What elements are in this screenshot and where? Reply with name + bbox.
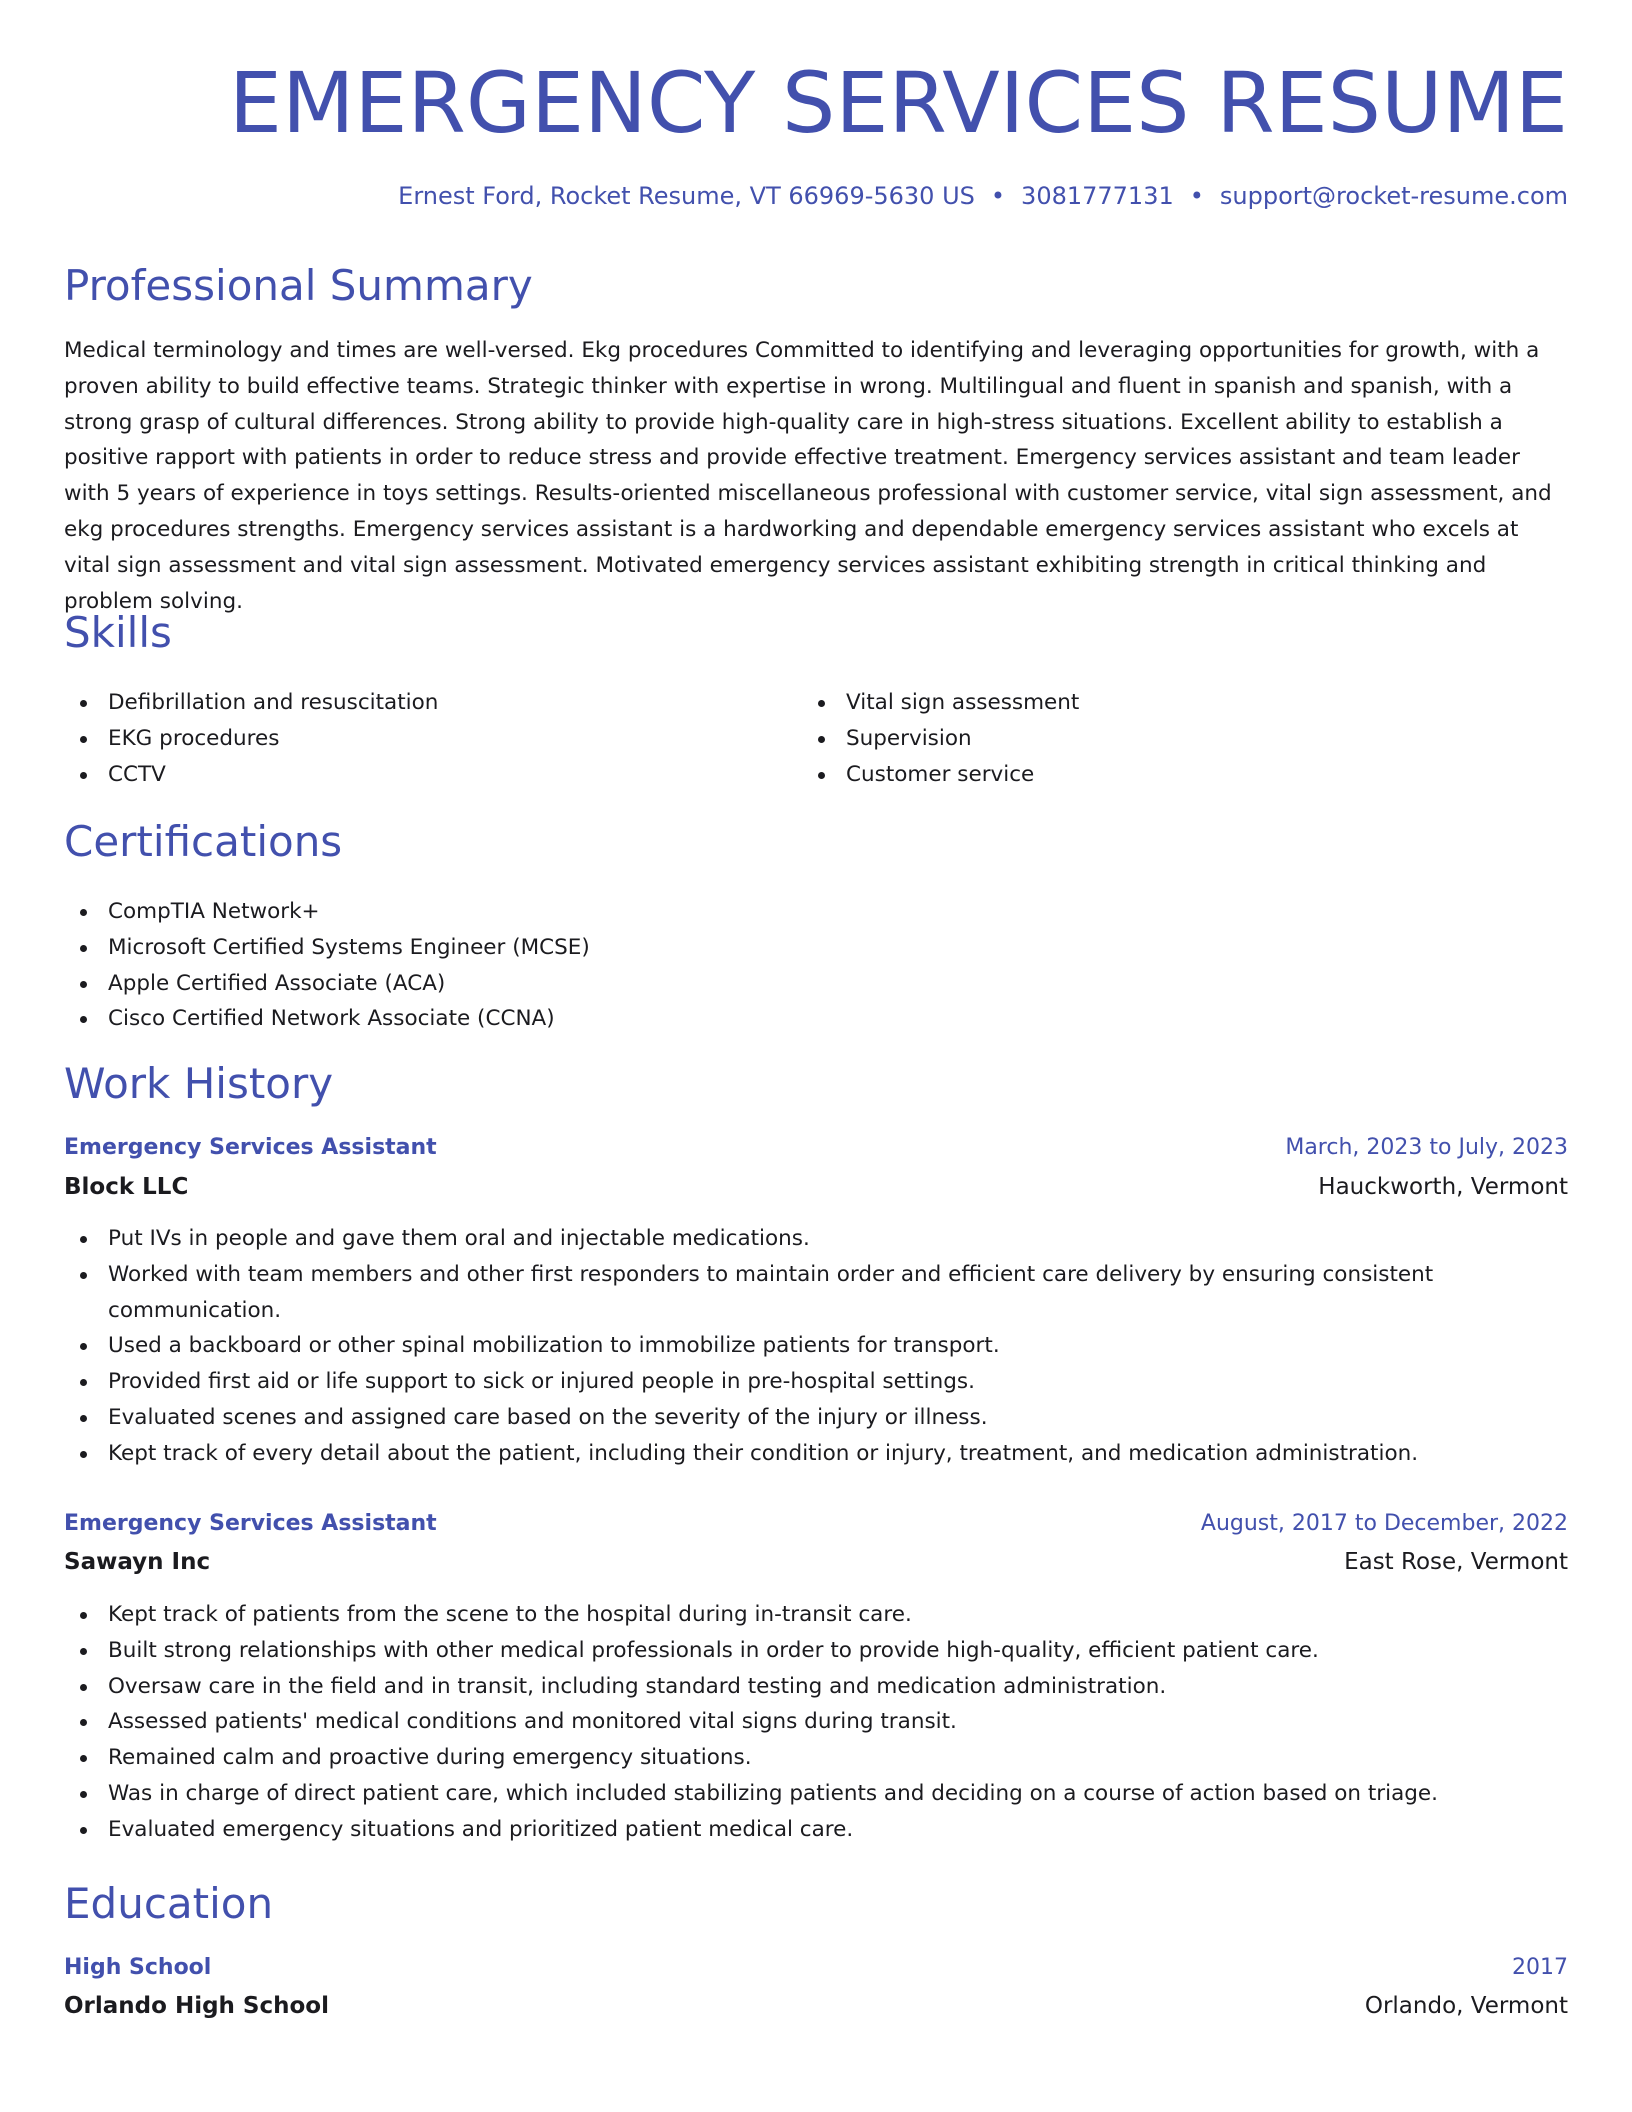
contact-email: support@rocket-resume.com — [1219, 182, 1568, 210]
job-employer-row — [64, 1545, 1568, 1579]
job-header — [64, 1131, 1568, 1165]
certification-item: CompTIA Network+ — [64, 894, 1568, 930]
skill-item: Defibrillation and resuscitation — [64, 685, 764, 721]
certification-item: Cisco Certified Network Associate (CCNA) — [64, 1001, 1568, 1037]
summary-text: Medical terminology and times are well-versed. Ekg procedures Committed to identifying and leveraging opportunities for growth, with a proven ability to build effective teams. Strategic thinker with expertise in wrong. Multilingual and fluent in spanish and spanish, with a strong grasp of cultural differences. Strong ability to provide high-quality care in high-stress situations. Excellent ability to establish a positive rapport with patients in order to reduce stress and provide effective treatment. Emergency services assistant and team leader with 5 years of experience in toys settings. Results-oriented miscellaneous professional with customer service, vital sign assessment, and ekg procedures strengths. Emergency services assistant is a hardworking and dependable emergency services assistant who excels at vital sign assessment and vital sign assessment. Motivated emergency services assistant exhibiting strength in critical thinking and problem solving. — [64, 338, 1552, 614]
responsibility-item: Provided first aid or life support to sick or injured people in pre-hospital settings. — [64, 1364, 1504, 1400]
responsibility-item: Put IVs in people and gave them oral and injectable medications. — [64, 1221, 1504, 1257]
job-title: Emergency Services Assistant — [64, 1511, 437, 1536]
job-title: Emergency Services Assistant — [64, 1135, 437, 1160]
responsibility-item: Worked with team members and other first responders to maintain order and efficient care delivery by ensuring consistent communication. — [64, 1257, 1504, 1329]
job-header — [64, 1507, 1568, 1541]
education-header — [64, 1951, 1568, 1985]
contact-address: Ernest Ford, Rocket Resume, VT 66969-5630 US — [398, 182, 975, 210]
certifications-heading: Certifications — [64, 817, 343, 866]
skill-item: CCTV — [64, 757, 764, 793]
contact-separator: • — [1189, 182, 1204, 210]
job-responsibilities — [64, 1221, 1504, 1472]
contact-phone: 3081777131 — [1021, 182, 1174, 210]
job-employer-row — [64, 1170, 1568, 1204]
skills-left-column — [64, 685, 764, 792]
degree-name: High School — [64, 1955, 212, 1980]
contact-line — [398, 180, 1568, 212]
responsibility-item: Remained calm and proactive during emergency situations. — [64, 1740, 1504, 1776]
responsibility-item: Evaluated emergency situations and prioritized patient medical care. — [64, 1812, 1504, 1848]
skill-item: Supervision — [802, 721, 1502, 757]
company-name: Block LLC — [64, 1174, 189, 1200]
contact-separator: • — [990, 182, 1006, 210]
responsibility-item: Evaluated scenes and assigned care based on the severity of the injury or illness. — [64, 1400, 1504, 1436]
certification-item: Microsoft Certified Systems Engineer (MCSE) — [64, 930, 1568, 966]
responsibility-item: Kept track of patients from the scene to the hospital during in-transit care. — [64, 1597, 1504, 1633]
education-heading: Education — [64, 1879, 274, 1928]
skill-item: EKG procedures — [64, 721, 764, 757]
responsibility-item: Was in charge of direct patient care, which included stabilizing patients and deciding on a course of action based on triage. — [64, 1776, 1504, 1812]
skill-item: Vital sign assessment — [802, 685, 1502, 721]
summary-heading: Professional Summary — [64, 261, 533, 310]
job-location: Hauckworth, Vermont — [1318, 1174, 1568, 1200]
job-location: East Rose, Vermont — [1344, 1549, 1568, 1575]
skills-right-column — [802, 685, 1502, 792]
skills-heading: Skills — [64, 608, 172, 657]
responsibility-item: Assessed patients' medical conditions and monitored vital signs during transit. — [64, 1704, 1504, 1740]
work-history-heading: Work History — [64, 1059, 334, 1108]
school-location: Orlando, Vermont — [1364, 1993, 1568, 2019]
responsibility-item: Used a backboard or other spinal mobilization to immobilize patients for transport. — [64, 1328, 1504, 1364]
job-dates: August, 2017 to December, 2022 — [1200, 1511, 1568, 1536]
skill-item: Customer service — [802, 757, 1502, 793]
school-name: Orlando High School — [64, 1993, 329, 2019]
education-school-row — [64, 1989, 1568, 2023]
responsibility-item: Oversaw care in the field and in transit, including standard testing and medication administration. — [64, 1669, 1504, 1705]
company-name: Sawayn Inc — [64, 1549, 211, 1575]
certification-item: Apple Certified Associate (ACA) — [64, 966, 1568, 1002]
job-responsibilities — [64, 1597, 1504, 1848]
resume-title: EMERGENCY SERVICES RESUME — [228, 54, 1568, 152]
job-dates: March, 2023 to July, 2023 — [1285, 1135, 1568, 1160]
responsibility-item: Kept track of every detail about the patient, including their condition or injury, treatment, and medication administration. — [64, 1436, 1504, 1472]
graduation-year: 2017 — [1512, 1955, 1568, 1980]
responsibility-item: Built strong relationships with other medical professionals in order to provide high-quality, efficient patient care. — [64, 1633, 1504, 1669]
certifications-list — [64, 894, 1568, 1037]
